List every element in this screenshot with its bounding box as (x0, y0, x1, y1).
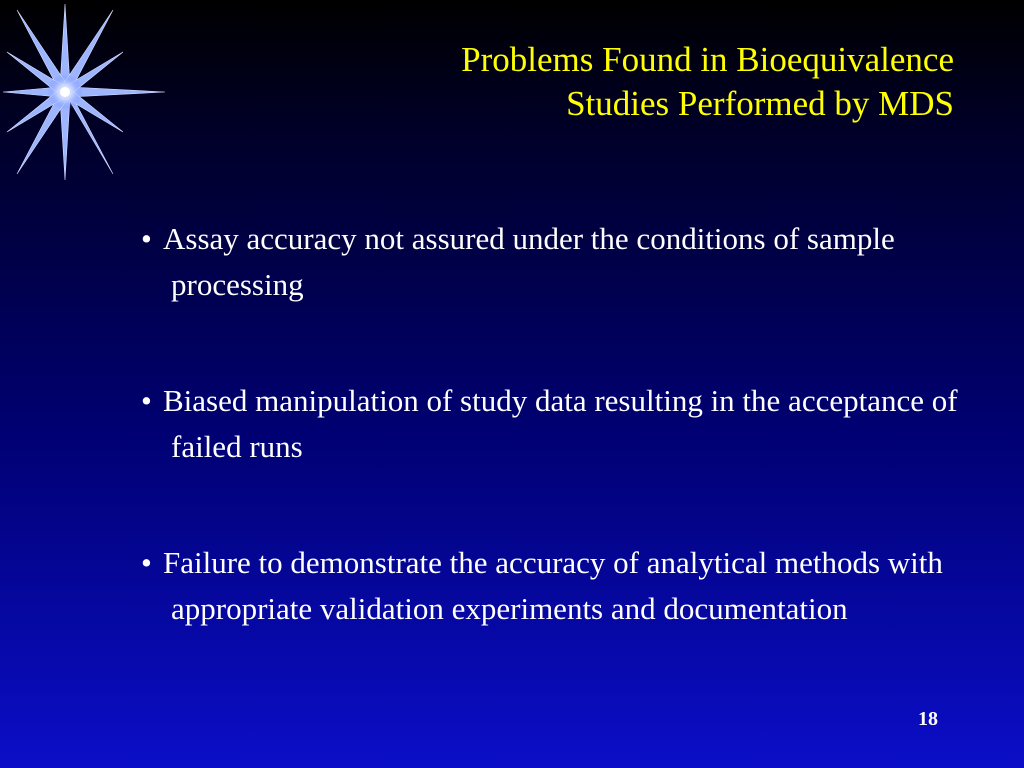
bullet-marker: • (141, 545, 152, 580)
slide-title (194, 38, 954, 126)
bullet-marker: • (141, 383, 152, 418)
slide-title-line-2: Studies Performed by MDS (566, 84, 954, 123)
bullet-item (141, 216, 971, 308)
bullet-item (141, 378, 971, 470)
bullet-text: Biased manipulation of study data resulting in the acceptance of failed runs (163, 383, 958, 464)
bullet-text: Failure to demonstrate the accuracy of analytical methods with appropriate validation experiments and documentation (163, 545, 943, 626)
bullet-marker: • (141, 221, 152, 256)
page-number: 18 (918, 708, 938, 730)
bullet-list (141, 216, 971, 702)
star-burst-icon (0, 0, 180, 190)
slide-title-line-1: Problems Found in Bioequivalence (461, 40, 954, 79)
bullet-item (141, 540, 971, 632)
bullet-text: Assay accuracy not assured under the conditions of sample processing (163, 221, 895, 302)
